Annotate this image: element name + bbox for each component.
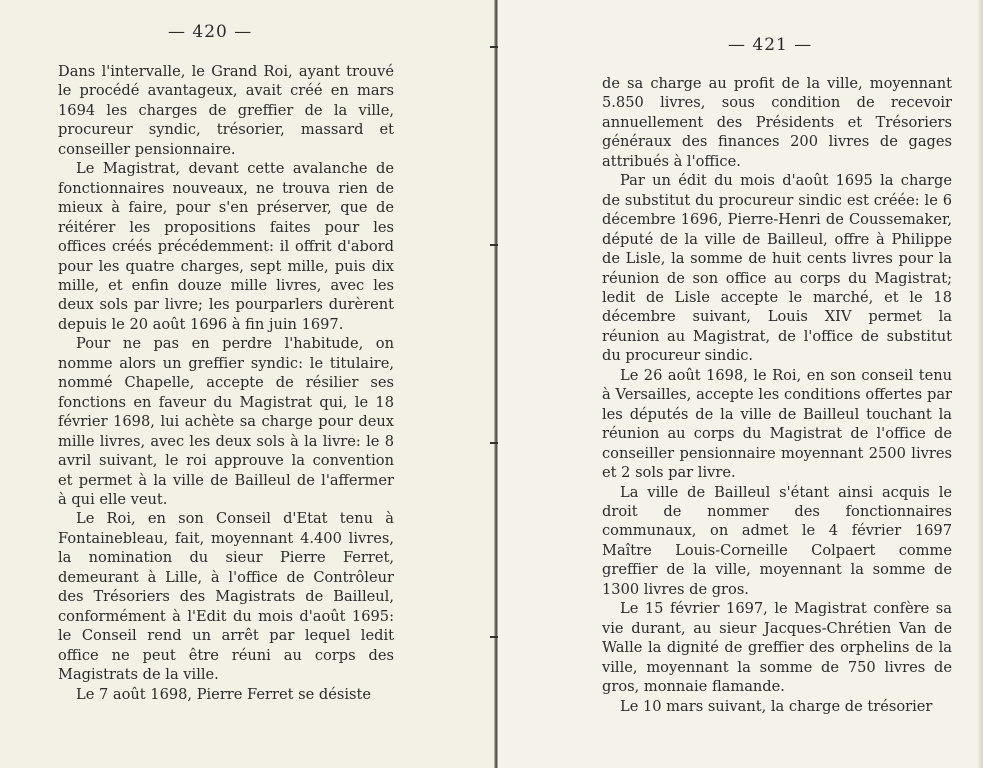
right-paragraph-2: Par un édit du mois d'août 1695 la charge de substitut du procureur sindic est créée: le 6 décembre 1696, Pierre-Henri de Coussemaker, député de la ville de Bailleul, offre à Philippe de Lisle, la somme de huit cents livres pour la réunion de son office au corps du Magistrat; ledit de Lisle accepte le marché, et le 18 décembre suivant, Louis XIV permet la réunion au Magistrat, de l'office de substitut du procureur sindic. (602, 172, 952, 365)
right-paragraph-1: de sa charge au profit de la ville, moyennant 5.850 livres, sous condition de recevoir annuellement des Présidents et Trésoriers généraux des finances 200 livres de gages attribués à l'office. (602, 75, 952, 170)
left-page-number: — 420 — (168, 22, 253, 42)
right-paragraph-3: Le 26 août 1698, le Roi, en son conseil tenu à Versailles, accepte les conditions offertes par les députés de la ville de Bailleul touchant la réunion au corps du Magistrat de l'office de conseiller pensionnaire moyennant 2500 livres et 2 sols par livre. (602, 366, 952, 482)
left-paragraph-1: Dans l'intervalle, le Grand Roi, ayant trouvé le procédé avantageux, avait créé en mars 1694 les charges de greffier de la ville, procureur syndic, trésorier, massard et conseiller pensionnaire. (58, 63, 394, 158)
left-paragraph-5: Le 7 août 1698, Pierre Ferret se désiste (76, 685, 371, 703)
right-paragraph-6: Le 10 mars suivant, la charge de trésorier (620, 697, 933, 715)
left-paragraph-3: Pour ne pas en perdre l'habitude, on nomme alors un greffier syndic: le titulaire, nommé Chapelle, accepte de résilier ses fonctions en faveur du Magistrat qui, le 18 février 1698, lui achète sa charge pour deux mille livres, avec les deux sols à la livre: le 8 avril suivant, le roi approuve la convention et permet à la ville de Bailleul de l'affermer à qui elle veut. (58, 335, 394, 508)
right-paragraph-4: La ville de Bailleul s'étant ainsi acquis le droit de nommer des fonctionnaires communaux, on admet le 4 février 1697 Maître Louis-Corneille Colpaert comme greffier de la ville, moyennant la somme de 1300 livres de gros. (602, 483, 952, 598)
right-paragraph-5: Le 15 février 1697, le Magistrat confère sa vie durant, au sieur Jacques-Chrétien Van de Walle la dignité de greffier des orphelins de la ville, moyennant la somme de 750 livres de gros, monnaie flamande. (602, 600, 952, 696)
right-page-number: — 421 — (728, 35, 813, 55)
right-page-text (602, 74, 952, 716)
page-edge-shadow (977, 0, 983, 768)
left-page-text (58, 62, 394, 704)
left-paragraph-2: Le Magistrat, devant cette avalanche de fonctionnaires nouveaux, ne trouva rien de mieux à faire, pour s'en préserver, que de réitérer les propositions faites pour les offices créés précédemment: il offrit d'abord pour les quatre charges, sept mille, puis dix mille, et enfin douze mille livres, avec les deux sols par livre; les pourparlers durèrent depuis le 20 août 1696 à fin juin 1697. (58, 160, 394, 333)
left-paragraph-4: Le Roi, en son Conseil d'Etat tenu à Fontainebleau, fait, moyennant 4.400 livres, la nomination du sieur Pierre Ferret, demeurant à Lille, à l'office de Contrôleur des Trésoriers des Magistrats de Bailleul, conformément à l'Edit du mois d'août 1695: le Conseil rend un arrêt par lequel ledit office ne peut être réuni au corps des Magistrats de la ville. (58, 510, 394, 684)
